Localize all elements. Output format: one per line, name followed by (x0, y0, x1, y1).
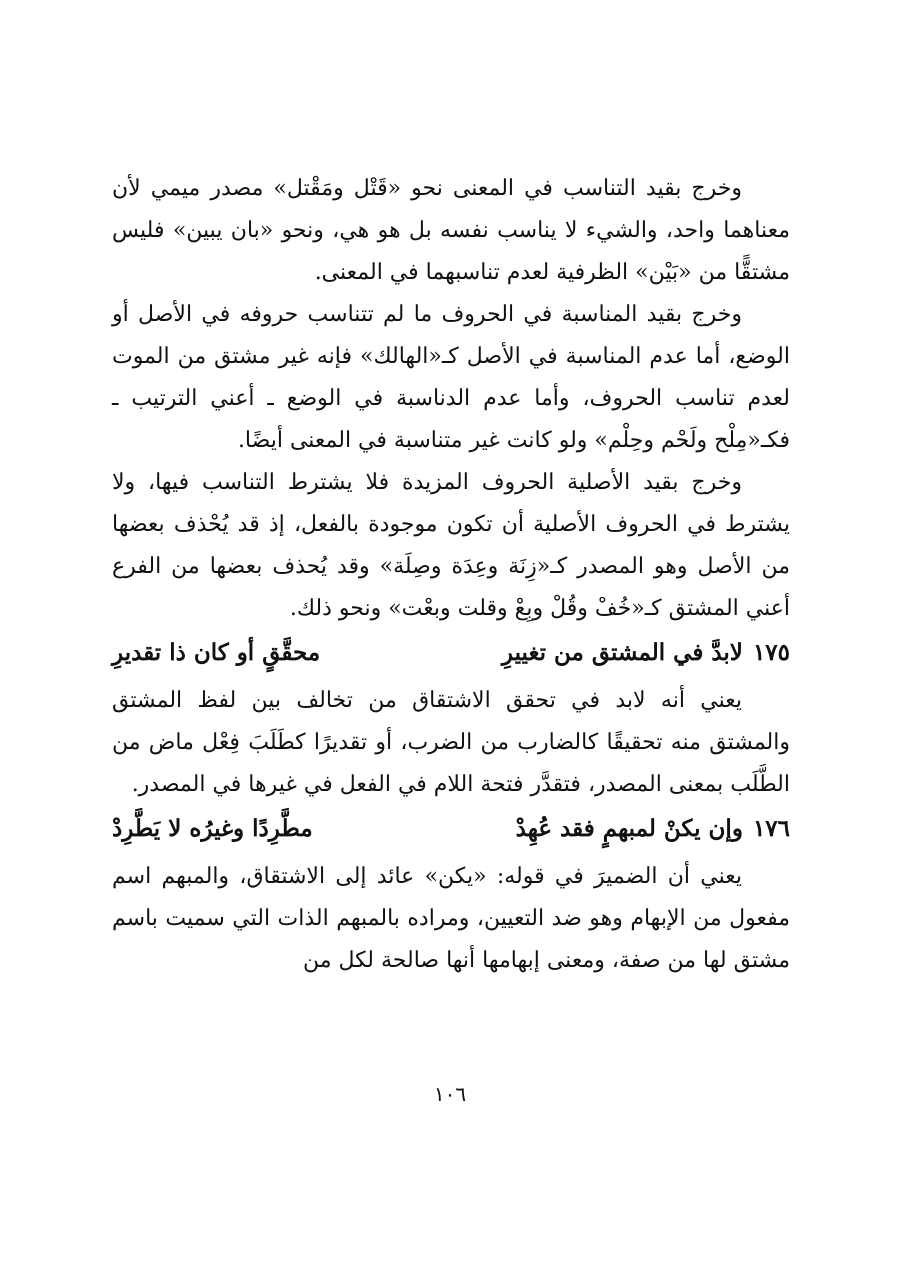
paragraph-verse-175-commentary: يعني أنه لابد في تحقق الاشتقاق من تخالف بين لفظ المشتق والمشتق منه تحقيقًا كالضارب من الضرب، أو تقديرًا كطَلَبَ فِعْل ماض من الطَّلَب بمعنى المصدر، فتقدَّر فتحة اللام في الفعل في غيرها في المصدر. (112, 688, 790, 797)
page-number: ١٠٦ (433, 1082, 467, 1106)
verse-number: ١٧٥ (752, 639, 790, 666)
paragraph-verse-176-commentary: يعني أن الضميرَ في قوله: «يكن» عائد إلى الاشتقاق، والمبهم اسم مفعول من الإبهام وهو ضد التعيين، ومراده بالمبهم الذات التي سميت باسم مشتق لها من صفة، ومعنى إبهامها أنها صالحة لكل من (112, 864, 790, 973)
verse-176 (112, 808, 790, 850)
verse-175 (112, 632, 790, 674)
paragraph-meaning-condition: وخرج بقيد التناسب في المعنى نحو «قَتْل ومَقْتل» مصدر ميمي لأن معناهما واحد، والشيء لا يناسب نفسه بل هو هي، ونحو «بان يبين» فليس مشتقًّا من «بَيْن» الظرفية لعدم تناسبهما في المعنى. (112, 176, 790, 285)
verse-second-hemistich: مطَّرِدًا وغيرُه لا يَطَّرِدْ (112, 815, 313, 842)
verse-first-hemistich: وإن يكنْ لمبهمٍ فقد عُهِدْ (515, 815, 743, 842)
page-body (112, 168, 790, 982)
paragraph-letters-condition: وخرج بقيد المناسبة في الحروف ما لم تتناسب حروفه في الأصل أو الوضع، أما عدم المناسبة في الأصل كـ«الهالك» فإنه غير مشتق من الموت لعدم تناسب الحروف، وأما عدم الدناسبة في الوضع ـ أعني الترتيب ـ فكـ«مِلْح ولَحْم وحِلْم» ولو كانت غير متناسبة في المعنى أيضًا. (112, 302, 790, 453)
verse-second-hemistich: محقَّقٍ أو كان ذا تقديرِ (112, 639, 321, 666)
verse-first-hemistich: لابدَّ في المشتق من تغييرِ (501, 639, 743, 666)
verse-number: ١٧٦ (752, 815, 790, 842)
paragraph-root-letters-condition: وخرج بقيد الأصلية الحروف المزيدة فلا يشترط التناسب فيها، ولا يشترط في الحروف الأصلية أن تكون موجودة بالفعل، إذ قد يُحْذف بعضها من الأصل وهو المصدر كـ«زِنَة وعِدَة وصِلَة» وقد يُحذف بعضها من الفرع أعني المشتق كـ«خُفْ وقُلْ وبِعْ وقلت وبعْت» ونحو ذلك. (112, 470, 790, 621)
